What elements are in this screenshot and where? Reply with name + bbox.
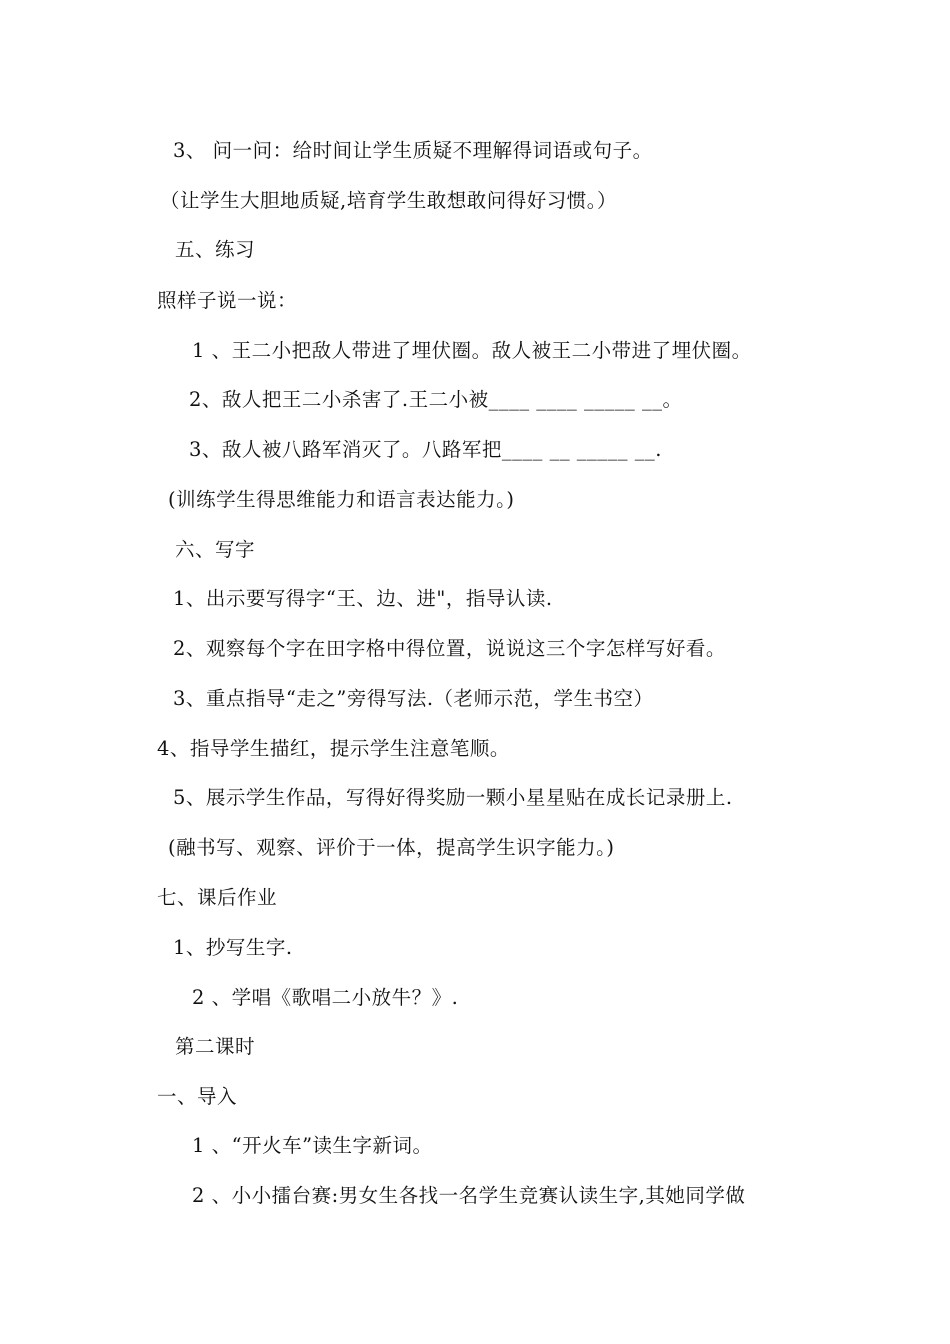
text-line-writing-4: 4、指导学生描红，提示学生注意笔顺。 [157,737,510,760]
text-line-writing-2: 2、观察每个字在田字格中得位置，说说这三个字怎样写好看。 [173,637,726,660]
section-heading-second-lesson: 第二课时 [175,1035,256,1058]
text-line-writing-5: 5、展示学生作品，写得好得奖励一颗小星星贴在成长记录册上. [173,786,733,809]
text-line-intro-1: 1 、“开火车”读生字新词。 [192,1134,433,1157]
text-line-writing-1: 1、出示要写得字“王、边、进"，指导认读. [173,587,553,610]
text-line-exercise-2: 2、敌人把王二小杀害了.王二小被____ ____ _____ __。 [189,388,683,411]
section-heading-practice: 五、练习 [175,238,256,261]
text-line-intro-2: 2 、小小擂台赛:男女生各找一名学生竞赛认读生字,其她同学做 [192,1184,746,1207]
text-line-exercise-3: 3、敌人被八路军消灭了。八路军把____ __ _____ __. [189,438,662,461]
text-line-homework-1: 1、抄写生字. [173,936,293,959]
text-line-note-questioning: （让学生大胆地质疑,培育学生敢想敢问得好习惯。） [160,189,617,212]
text-line-note-thinking: (训练学生得思维能力和语言表达能力。) [168,488,515,511]
text-line-homework-2: 2 、学唱《歌唱二小放牛？》. [192,986,459,1009]
text-line-step3-question: 3、 问一问：给时间让学生质疑不理解得词语或句子。 [173,139,653,162]
text-line-exercise-1: 1 、王二小把敌人带进了埋伏圈。敌人被王二小带进了埋伏圈。 [192,339,752,362]
text-line-example-prompt: 照样子说一说： [157,289,298,312]
section-heading-introduction: 一、导入 [157,1085,238,1108]
section-heading-writing: 六、写字 [175,538,256,561]
section-heading-homework: 七、课后作业 [157,886,278,909]
text-line-writing-3: 3、重点指导“走之”旁得写法.（老师示范，学生书空） [173,687,654,710]
text-line-note-literacy: (融书写、观察、评价于一体，提高学生识字能力。) [168,836,615,859]
